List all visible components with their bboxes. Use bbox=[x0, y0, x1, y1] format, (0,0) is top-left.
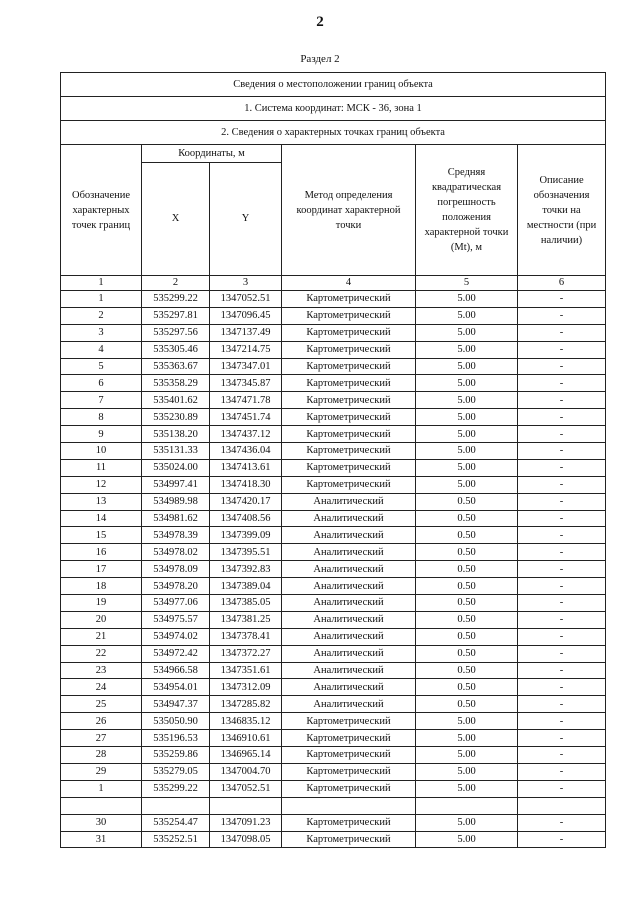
description-cell: - bbox=[518, 578, 606, 595]
table-row bbox=[61, 476, 606, 493]
method-cell: Аналитический bbox=[282, 662, 416, 679]
table-row bbox=[61, 544, 606, 561]
coord-y: 1346835.12 bbox=[210, 713, 282, 730]
table-row bbox=[61, 797, 606, 814]
coord-x: 535299.22 bbox=[142, 291, 210, 308]
description-cell: - bbox=[518, 747, 606, 764]
point-number: 1 bbox=[61, 291, 142, 308]
point-number: 9 bbox=[61, 426, 142, 443]
coord-y: 1346910.61 bbox=[210, 730, 282, 747]
table-row bbox=[61, 291, 606, 308]
error-cell: 5.00 bbox=[416, 831, 518, 848]
method-cell: Аналитический bbox=[282, 645, 416, 662]
point-number: 20 bbox=[61, 611, 142, 628]
column-number: 3 bbox=[210, 276, 282, 291]
method-cell: Картометрический bbox=[282, 358, 416, 375]
method-cell: Картометрический bbox=[282, 392, 416, 409]
description-cell: - bbox=[518, 510, 606, 527]
coord-y: 1347098.05 bbox=[210, 831, 282, 848]
point-number: 4 bbox=[61, 341, 142, 358]
method-cell bbox=[282, 797, 416, 814]
table-row bbox=[61, 662, 606, 679]
header-y: Y bbox=[210, 163, 282, 276]
description-cell: - bbox=[518, 324, 606, 341]
point-number: 8 bbox=[61, 409, 142, 426]
error-cell: 5.00 bbox=[416, 763, 518, 780]
point-number: 23 bbox=[61, 662, 142, 679]
table-row bbox=[61, 814, 606, 831]
table-row bbox=[61, 780, 606, 797]
description-cell: - bbox=[518, 341, 606, 358]
coord-x: 535252.51 bbox=[142, 831, 210, 848]
coord-x: 535254.47 bbox=[142, 814, 210, 831]
description-cell: - bbox=[518, 392, 606, 409]
method-cell: Картометрический bbox=[282, 730, 416, 747]
point-number: 28 bbox=[61, 747, 142, 764]
description-cell: - bbox=[518, 696, 606, 713]
error-cell: 0.50 bbox=[416, 527, 518, 544]
point-number: 6 bbox=[61, 375, 142, 392]
point-number: 26 bbox=[61, 713, 142, 730]
page-number: 2 bbox=[316, 14, 324, 30]
description-cell: - bbox=[518, 831, 606, 848]
point-number: 15 bbox=[61, 527, 142, 544]
coord-y: 1347437.12 bbox=[210, 426, 282, 443]
table-row bbox=[61, 561, 606, 578]
method-cell: Картометрический bbox=[282, 341, 416, 358]
coord-x: 534974.02 bbox=[142, 628, 210, 645]
method-cell: Картометрический bbox=[282, 780, 416, 797]
column-number: 2 bbox=[142, 276, 210, 291]
table-row bbox=[61, 645, 606, 662]
column-number: 1 bbox=[61, 276, 142, 291]
error-cell: 5.00 bbox=[416, 459, 518, 476]
description-cell: - bbox=[518, 358, 606, 375]
coord-y: 1346965.14 bbox=[210, 747, 282, 764]
method-cell: Картометрический bbox=[282, 307, 416, 324]
coord-y: 1347451.74 bbox=[210, 409, 282, 426]
error-cell: 5.00 bbox=[416, 341, 518, 358]
coord-y: 1347413.61 bbox=[210, 459, 282, 476]
table-row bbox=[61, 595, 606, 612]
point-number: 24 bbox=[61, 679, 142, 696]
error-cell: 0.50 bbox=[416, 679, 518, 696]
error-cell: 5.00 bbox=[416, 426, 518, 443]
method-cell: Картометрический bbox=[282, 409, 416, 426]
table-row bbox=[61, 696, 606, 713]
point-number: 16 bbox=[61, 544, 142, 561]
point-number: 31 bbox=[61, 831, 142, 848]
point-number: 11 bbox=[61, 459, 142, 476]
boundary-points-table bbox=[60, 72, 606, 848]
point-number: 21 bbox=[61, 628, 142, 645]
coord-x: 534978.09 bbox=[142, 561, 210, 578]
method-cell: Картометрический bbox=[282, 476, 416, 493]
error-cell bbox=[416, 797, 518, 814]
point-number: 30 bbox=[61, 814, 142, 831]
coord-x: 534954.01 bbox=[142, 679, 210, 696]
table-row bbox=[61, 527, 606, 544]
error-cell: 0.50 bbox=[416, 611, 518, 628]
description-cell: - bbox=[518, 763, 606, 780]
description-cell: - bbox=[518, 662, 606, 679]
coord-x: 535401.62 bbox=[142, 392, 210, 409]
table-row bbox=[61, 510, 606, 527]
description-cell: - bbox=[518, 679, 606, 696]
table-row bbox=[61, 578, 606, 595]
coord-x: 535131.33 bbox=[142, 443, 210, 460]
error-cell: 5.00 bbox=[416, 443, 518, 460]
points-body bbox=[61, 291, 606, 848]
points-heading: 2. Сведения о характерных точках границ объекта bbox=[61, 121, 606, 145]
coord-x: 535138.20 bbox=[142, 426, 210, 443]
table-row bbox=[61, 409, 606, 426]
method-cell: Аналитический bbox=[282, 493, 416, 510]
header-coordinates: Координаты, м bbox=[142, 145, 282, 163]
coordinate-system: 1. Система координат: МСК - 36, зона 1 bbox=[61, 97, 606, 121]
error-cell: 5.00 bbox=[416, 358, 518, 375]
coord-y bbox=[210, 797, 282, 814]
method-cell: Картометрический bbox=[282, 747, 416, 764]
coord-y: 1347004.70 bbox=[210, 763, 282, 780]
point-number: 22 bbox=[61, 645, 142, 662]
method-cell: Картометрический bbox=[282, 443, 416, 460]
coord-y: 1347052.51 bbox=[210, 291, 282, 308]
error-cell: 5.00 bbox=[416, 307, 518, 324]
point-number: 29 bbox=[61, 763, 142, 780]
point-number: 19 bbox=[61, 595, 142, 612]
error-cell: 0.50 bbox=[416, 696, 518, 713]
coord-y: 1347385.05 bbox=[210, 595, 282, 612]
point-number: 27 bbox=[61, 730, 142, 747]
coord-y: 1347389.04 bbox=[210, 578, 282, 595]
point-number: 17 bbox=[61, 561, 142, 578]
error-cell: 0.50 bbox=[416, 561, 518, 578]
table-row bbox=[61, 763, 606, 780]
table-row bbox=[61, 341, 606, 358]
table-row bbox=[61, 459, 606, 476]
coord-x: 534947.37 bbox=[142, 696, 210, 713]
coord-x bbox=[142, 797, 210, 814]
coord-x: 534989.98 bbox=[142, 493, 210, 510]
table-title: Сведения о местоположении границ объекта bbox=[61, 73, 606, 97]
coord-y: 1347408.56 bbox=[210, 510, 282, 527]
coord-y: 1347392.83 bbox=[210, 561, 282, 578]
description-cell: - bbox=[518, 426, 606, 443]
coord-y: 1347381.25 bbox=[210, 611, 282, 628]
error-cell: 5.00 bbox=[416, 780, 518, 797]
point-number: 12 bbox=[61, 476, 142, 493]
coord-x: 535297.81 bbox=[142, 307, 210, 324]
point-number: 13 bbox=[61, 493, 142, 510]
description-cell: - bbox=[518, 713, 606, 730]
table-row bbox=[61, 679, 606, 696]
table-row bbox=[61, 628, 606, 645]
coord-x: 534977.06 bbox=[142, 595, 210, 612]
description-cell: - bbox=[518, 730, 606, 747]
description-cell: - bbox=[518, 645, 606, 662]
description-cell: - bbox=[518, 544, 606, 561]
error-cell: 5.00 bbox=[416, 476, 518, 493]
description-cell: - bbox=[518, 443, 606, 460]
table-row bbox=[61, 747, 606, 764]
error-cell: 5.00 bbox=[416, 409, 518, 426]
coord-y: 1347418.30 bbox=[210, 476, 282, 493]
coord-y: 1347395.51 bbox=[210, 544, 282, 561]
coord-y: 1347137.49 bbox=[210, 324, 282, 341]
table-row bbox=[61, 392, 606, 409]
error-cell: 5.00 bbox=[416, 814, 518, 831]
error-cell: 0.50 bbox=[416, 628, 518, 645]
method-cell: Картометрический bbox=[282, 426, 416, 443]
method-cell: Аналитический bbox=[282, 578, 416, 595]
error-cell: 5.00 bbox=[416, 747, 518, 764]
coord-x: 535230.89 bbox=[142, 409, 210, 426]
point-number: 7 bbox=[61, 392, 142, 409]
method-cell: Аналитический bbox=[282, 595, 416, 612]
point-number: 14 bbox=[61, 510, 142, 527]
method-cell: Картометрический bbox=[282, 713, 416, 730]
description-cell: - bbox=[518, 780, 606, 797]
method-cell: Аналитический bbox=[282, 561, 416, 578]
header-description: Описание обозначения точки на местности (при наличии) bbox=[518, 145, 606, 276]
method-cell: Картометрический bbox=[282, 763, 416, 780]
description-cell: - bbox=[518, 476, 606, 493]
method-cell: Аналитический bbox=[282, 544, 416, 561]
error-cell: 0.50 bbox=[416, 493, 518, 510]
method-cell: Картометрический bbox=[282, 459, 416, 476]
coord-x: 534978.20 bbox=[142, 578, 210, 595]
method-cell: Аналитический bbox=[282, 679, 416, 696]
method-cell: Аналитический bbox=[282, 510, 416, 527]
error-cell: 5.00 bbox=[416, 713, 518, 730]
column-numbers-row bbox=[61, 276, 606, 291]
coord-x: 534972.42 bbox=[142, 645, 210, 662]
point-number: 2 bbox=[61, 307, 142, 324]
header-error: Средняя квадратическая погрешность положения характерной точки (Mt), м bbox=[416, 145, 518, 276]
method-cell: Картометрический bbox=[282, 814, 416, 831]
coord-x: 535299.22 bbox=[142, 780, 210, 797]
coord-x: 535024.00 bbox=[142, 459, 210, 476]
coord-y: 1347091.23 bbox=[210, 814, 282, 831]
method-cell: Аналитический bbox=[282, 628, 416, 645]
method-cell: Картометрический bbox=[282, 324, 416, 341]
coord-y: 1347096.45 bbox=[210, 307, 282, 324]
point-number: 25 bbox=[61, 696, 142, 713]
table-row bbox=[61, 358, 606, 375]
column-number: 6 bbox=[518, 276, 606, 291]
header-designation: Обозначение характерных точек границ bbox=[61, 145, 142, 276]
coord-y: 1347471.78 bbox=[210, 392, 282, 409]
table-row bbox=[61, 375, 606, 392]
method-cell: Аналитический bbox=[282, 611, 416, 628]
coord-y: 1347347.01 bbox=[210, 358, 282, 375]
method-cell: Картометрический bbox=[282, 291, 416, 308]
coord-y: 1347285.82 bbox=[210, 696, 282, 713]
coord-y: 1347378.41 bbox=[210, 628, 282, 645]
coord-y: 1347312.09 bbox=[210, 679, 282, 696]
table-row bbox=[61, 324, 606, 341]
error-cell: 5.00 bbox=[416, 324, 518, 341]
error-cell: 0.50 bbox=[416, 544, 518, 561]
point-number: 3 bbox=[61, 324, 142, 341]
description-cell: - bbox=[518, 611, 606, 628]
description-cell: - bbox=[518, 307, 606, 324]
error-cell: 0.50 bbox=[416, 578, 518, 595]
coord-x: 535305.46 bbox=[142, 341, 210, 358]
column-number: 4 bbox=[282, 276, 416, 291]
coord-y: 1347436.04 bbox=[210, 443, 282, 460]
error-cell: 5.00 bbox=[416, 392, 518, 409]
header-method: Метод определения координат характерной точки bbox=[282, 145, 416, 276]
coord-x: 534997.41 bbox=[142, 476, 210, 493]
coord-y: 1347399.09 bbox=[210, 527, 282, 544]
section-label: Раздел 2 bbox=[300, 53, 340, 65]
method-cell: Аналитический bbox=[282, 527, 416, 544]
error-cell: 0.50 bbox=[416, 595, 518, 612]
coord-x: 534966.58 bbox=[142, 662, 210, 679]
coord-y: 1347351.61 bbox=[210, 662, 282, 679]
coord-x: 535279.05 bbox=[142, 763, 210, 780]
coord-x: 535363.67 bbox=[142, 358, 210, 375]
table-row bbox=[61, 443, 606, 460]
method-cell: Картометрический bbox=[282, 831, 416, 848]
error-cell: 5.00 bbox=[416, 291, 518, 308]
coord-y: 1347052.51 bbox=[210, 780, 282, 797]
table-row bbox=[61, 426, 606, 443]
coord-y: 1347214.75 bbox=[210, 341, 282, 358]
point-number: 18 bbox=[61, 578, 142, 595]
coord-x: 535050.90 bbox=[142, 713, 210, 730]
header-x: X bbox=[142, 163, 210, 276]
description-cell: - bbox=[518, 493, 606, 510]
coord-y: 1347372.27 bbox=[210, 645, 282, 662]
error-cell: 0.50 bbox=[416, 510, 518, 527]
coord-x: 535358.29 bbox=[142, 375, 210, 392]
coord-x: 534975.57 bbox=[142, 611, 210, 628]
table-row bbox=[61, 831, 606, 848]
method-cell: Картометрический bbox=[282, 375, 416, 392]
point-number: 10 bbox=[61, 443, 142, 460]
table-row bbox=[61, 307, 606, 324]
error-cell: 0.50 bbox=[416, 662, 518, 679]
description-cell bbox=[518, 797, 606, 814]
coord-y: 1347345.87 bbox=[210, 375, 282, 392]
point-number: 1 bbox=[61, 780, 142, 797]
description-cell: - bbox=[518, 375, 606, 392]
point-number: 5 bbox=[61, 358, 142, 375]
coord-x: 534978.39 bbox=[142, 527, 210, 544]
coord-x: 535297.56 bbox=[142, 324, 210, 341]
point-number bbox=[61, 797, 142, 814]
coord-x: 534981.62 bbox=[142, 510, 210, 527]
column-number: 5 bbox=[416, 276, 518, 291]
table-row bbox=[61, 493, 606, 510]
description-cell: - bbox=[518, 291, 606, 308]
table-row bbox=[61, 611, 606, 628]
description-cell: - bbox=[518, 561, 606, 578]
coord-y: 1347420.17 bbox=[210, 493, 282, 510]
description-cell: - bbox=[518, 628, 606, 645]
description-cell: - bbox=[518, 527, 606, 544]
table-row bbox=[61, 713, 606, 730]
description-cell: - bbox=[518, 459, 606, 476]
method-cell: Аналитический bbox=[282, 696, 416, 713]
coord-x: 535259.86 bbox=[142, 747, 210, 764]
description-cell: - bbox=[518, 814, 606, 831]
coord-x: 535196.53 bbox=[142, 730, 210, 747]
coord-x: 534978.02 bbox=[142, 544, 210, 561]
description-cell: - bbox=[518, 595, 606, 612]
error-cell: 5.00 bbox=[416, 730, 518, 747]
error-cell: 5.00 bbox=[416, 375, 518, 392]
table-row bbox=[61, 730, 606, 747]
description-cell: - bbox=[518, 409, 606, 426]
error-cell: 0.50 bbox=[416, 645, 518, 662]
